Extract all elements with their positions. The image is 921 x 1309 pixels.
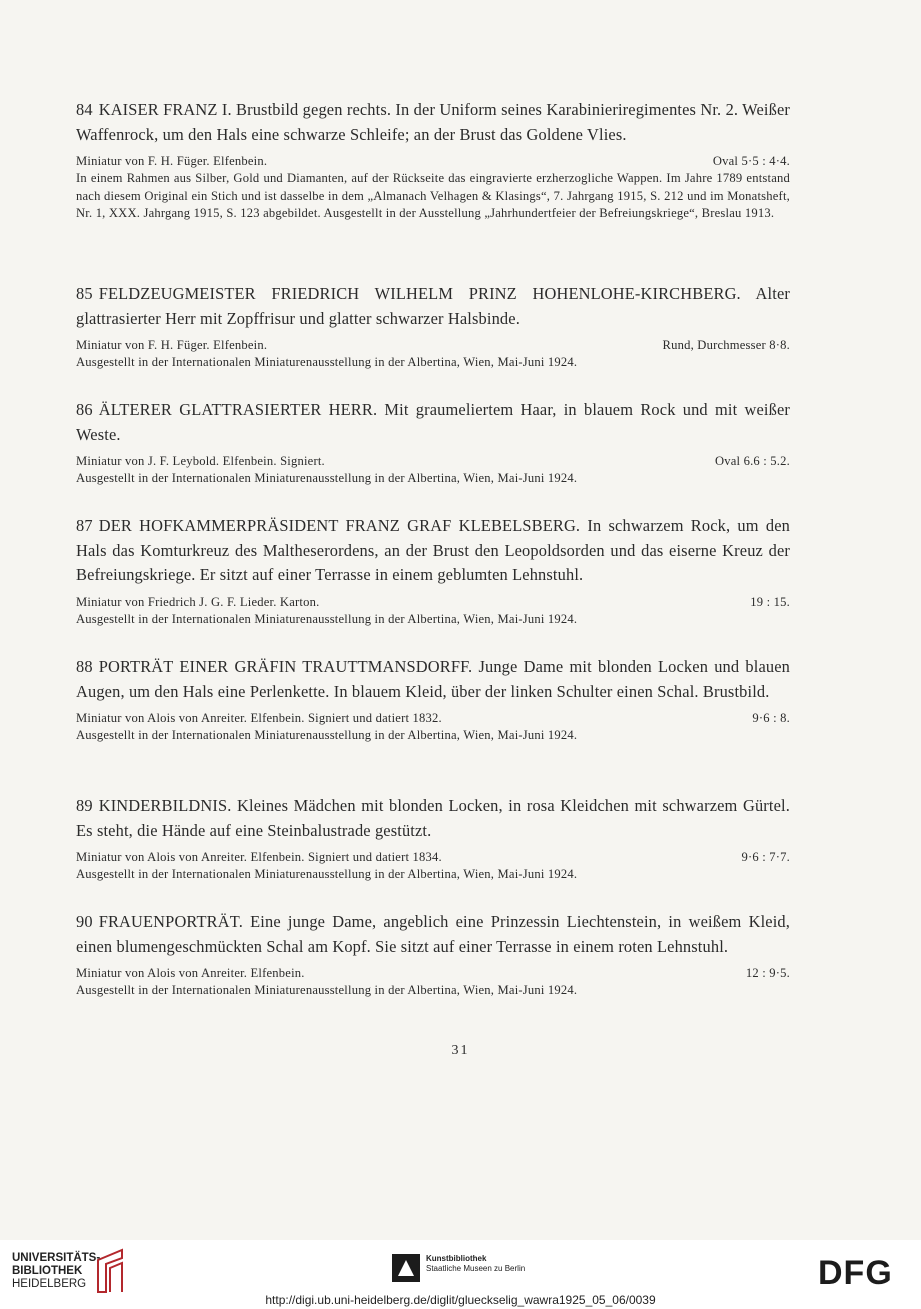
entry-artist: Miniatur von Alois von Anreiter. Elfenbein. Signiert und datiert 1832. — [76, 711, 442, 725]
page-number: 31 — [451, 1043, 470, 1058]
entry-heading: 88 PORTRÄT EINER GRÄFIN TRAUTTMANSDORFF. Junge Dame mit blonden Locken und blauen Augen, um den Hals eine Perlenkette. In blauem Kleid, über der linken Schulter einen Schal. Brustbild. — [76, 657, 790, 701]
kunstbibliothek-icon — [392, 1254, 420, 1282]
entry-number: 86 — [76, 400, 93, 419]
entry-number: 88 — [76, 657, 93, 676]
entry-heading: 84 KAISER FRANZ I. Brustbild gegen rechts. In der Uniform seines Karabinieriregimentes Nr. 2. Weißer Waffenrock, um den Hals eine schwarze Schleife; an der Brust das Goldene Vlies. — [76, 100, 790, 144]
entry-note: Ausgestellt in der Internationalen Miniaturenausstellung in der Albertina, Wien, Mai-Juni 1924. — [76, 611, 578, 626]
entry-details — [76, 710, 790, 727]
entry-artist: Miniatur von Friedrich J. G. F. Lieder. Karton. — [76, 594, 320, 609]
entry-heading: 89 KINDERBILDNIS. Kleines Mädchen mit blonden Locken, in rosa Kleidchen mit schwarzem Gürtel. Es steht, die Hände auf eine Steinbalustrade gestützt. — [76, 796, 790, 840]
entry-artist: Miniatur von F. H. Füger. Elfenbein. — [76, 338, 268, 352]
entry-artist: Miniatur von J. F. Leybold. Elfenbein. Signiert. — [76, 454, 325, 468]
catalog-entry-89 — [76, 794, 790, 884]
entry-number: 85 — [76, 284, 93, 303]
entry-size: Oval 5·5 : 4·4. — [712, 154, 790, 168]
entry-size: Rund, Durchmesser 8·8. — [662, 338, 790, 352]
catalog-entry-87 — [76, 514, 790, 628]
kunstbibliothek-logo[interactable]: Kunstbibliothek Staatliche Museen zu Berlin — [426, 1254, 526, 1273]
catalog-entry-86 — [76, 398, 790, 488]
entry-note: Ausgestellt in der Internationalen Miniaturenausstellung in der Albertina, Wien, Mai-Juni 1924. — [76, 728, 578, 742]
entry-note: Ausgestellt in der Internationalen Miniaturenausstellung in der Albertina, Wien, Mai-Juni 1924. — [76, 355, 578, 369]
ub-heidelberg-logo[interactable]: UNIVERSITÄTS- BIBLIOTHEK HEIDELBERG — [12, 1252, 101, 1290]
entry-heading: 85 FELDZEUGMEISTER FRIEDRICH WILHELM PRINZ HOHENLOHE-KIRCHBERG. Alter glattrasierter Herr mit Zopffrisur und glatter schwarzer Halsbinde. — [76, 284, 790, 328]
entry-details — [76, 153, 790, 170]
entry-details — [76, 965, 790, 982]
entry-number: 84 — [76, 100, 93, 119]
catalog-entry-90 — [76, 910, 790, 1000]
entry-note: Ausgestellt in der Internationalen Miniaturenausstellung in der Albertina, Wien, Mai-Juni 1924. — [76, 471, 578, 485]
entry-number: 87 — [76, 516, 93, 535]
dfg-logo[interactable]: DFG — [818, 1254, 893, 1292]
entry-size: 12 : 9·5. — [745, 966, 790, 980]
entry-heading: 87 DER HOFKAMMERPRÄSIDENT FRANZ GRAF KLEBELSBERG. In schwarzem Rock, um den Hals das Komturkreuz des Maltheserordens, an der Brust den Leopoldsorden und das eiserne Kreuz der Befreiungskriege. Er sitzt auf einer Terrasse in einem geblumten Lehnstuhl. — [76, 516, 790, 584]
entry-note: Ausgestellt in der Internationalen Miniaturenausstellung in der Albertina, Wien, Mai-Juni 1924. — [76, 867, 578, 881]
entry-size: 9·6 : 8. — [752, 711, 790, 725]
ub-heidelberg-icon — [92, 1248, 128, 1294]
entry-size: 9·6 : 7·7. — [741, 850, 790, 864]
footer-bar — [0, 1240, 921, 1309]
entry-artist: Miniatur von F. H. Füger. Elfenbein. — [76, 154, 268, 168]
entry-details — [76, 594, 790, 611]
entry-details — [76, 337, 790, 354]
permalink-url[interactable]: http://digi.ub.uni-heidelberg.de/diglit/glueckselig_wawra1925_05_06/0039 — [265, 1293, 656, 1307]
entry-size: Oval 6.6 : 5.2. — [714, 454, 790, 468]
catalog-entry-84 — [76, 98, 790, 223]
entry-note: In einem Rahmen aus Silber, Gold und Diamanten, auf der Rückseite das eingravierte erzherzogliche Wappen. Im Jahre 1789 entstand nach diesem Original ein Stich und ist dasselbe in dem „Almanach Velhagen & Klasings“, 7. Jahrgang 1915, S. 212 und im Monatsheft, Nr. 1, XXX. Jahrgang 1915, S. 123 abgebildet. Ausgestellt in der Ausstellung „Jahrhundertfeier der Befreiungskriege“, Breslau 1913. — [76, 171, 790, 221]
entry-note: Ausgestellt in der Internationalen Miniaturenausstellung in der Albertina, Wien, Mai-Juni 1924. — [76, 983, 578, 997]
entry-artist: Miniatur von Alois von Anreiter. Elfenbein. Signiert und datiert 1834. — [76, 850, 442, 864]
catalog-entry-85 — [76, 282, 790, 372]
entry-artist: Miniatur von Alois von Anreiter. Elfenbein. — [76, 966, 305, 980]
entry-heading: 90 FRAUENPORTRÄT. Eine junge Dame, angeblich eine Prinzessin Liechtenstein, in weißem Kleid, einen blumengeschmückten Schal am Kopf. Sie sitzt auf einer Terrasse in einem roten Lehnstuhl. — [76, 912, 790, 956]
entry-details — [76, 453, 790, 470]
entry-number: 89 — [76, 796, 93, 815]
entry-size: 19 : 15. — [750, 594, 790, 609]
entry-details — [76, 849, 790, 866]
entry-number: 90 — [76, 912, 93, 931]
entry-heading: 86 ÄLTERER GLATTRASIERTER HERR. Mit graumeliertem Haar, in blauem Rock und mit weißer Weste. — [76, 400, 790, 444]
catalog-entry-88 — [76, 655, 790, 745]
